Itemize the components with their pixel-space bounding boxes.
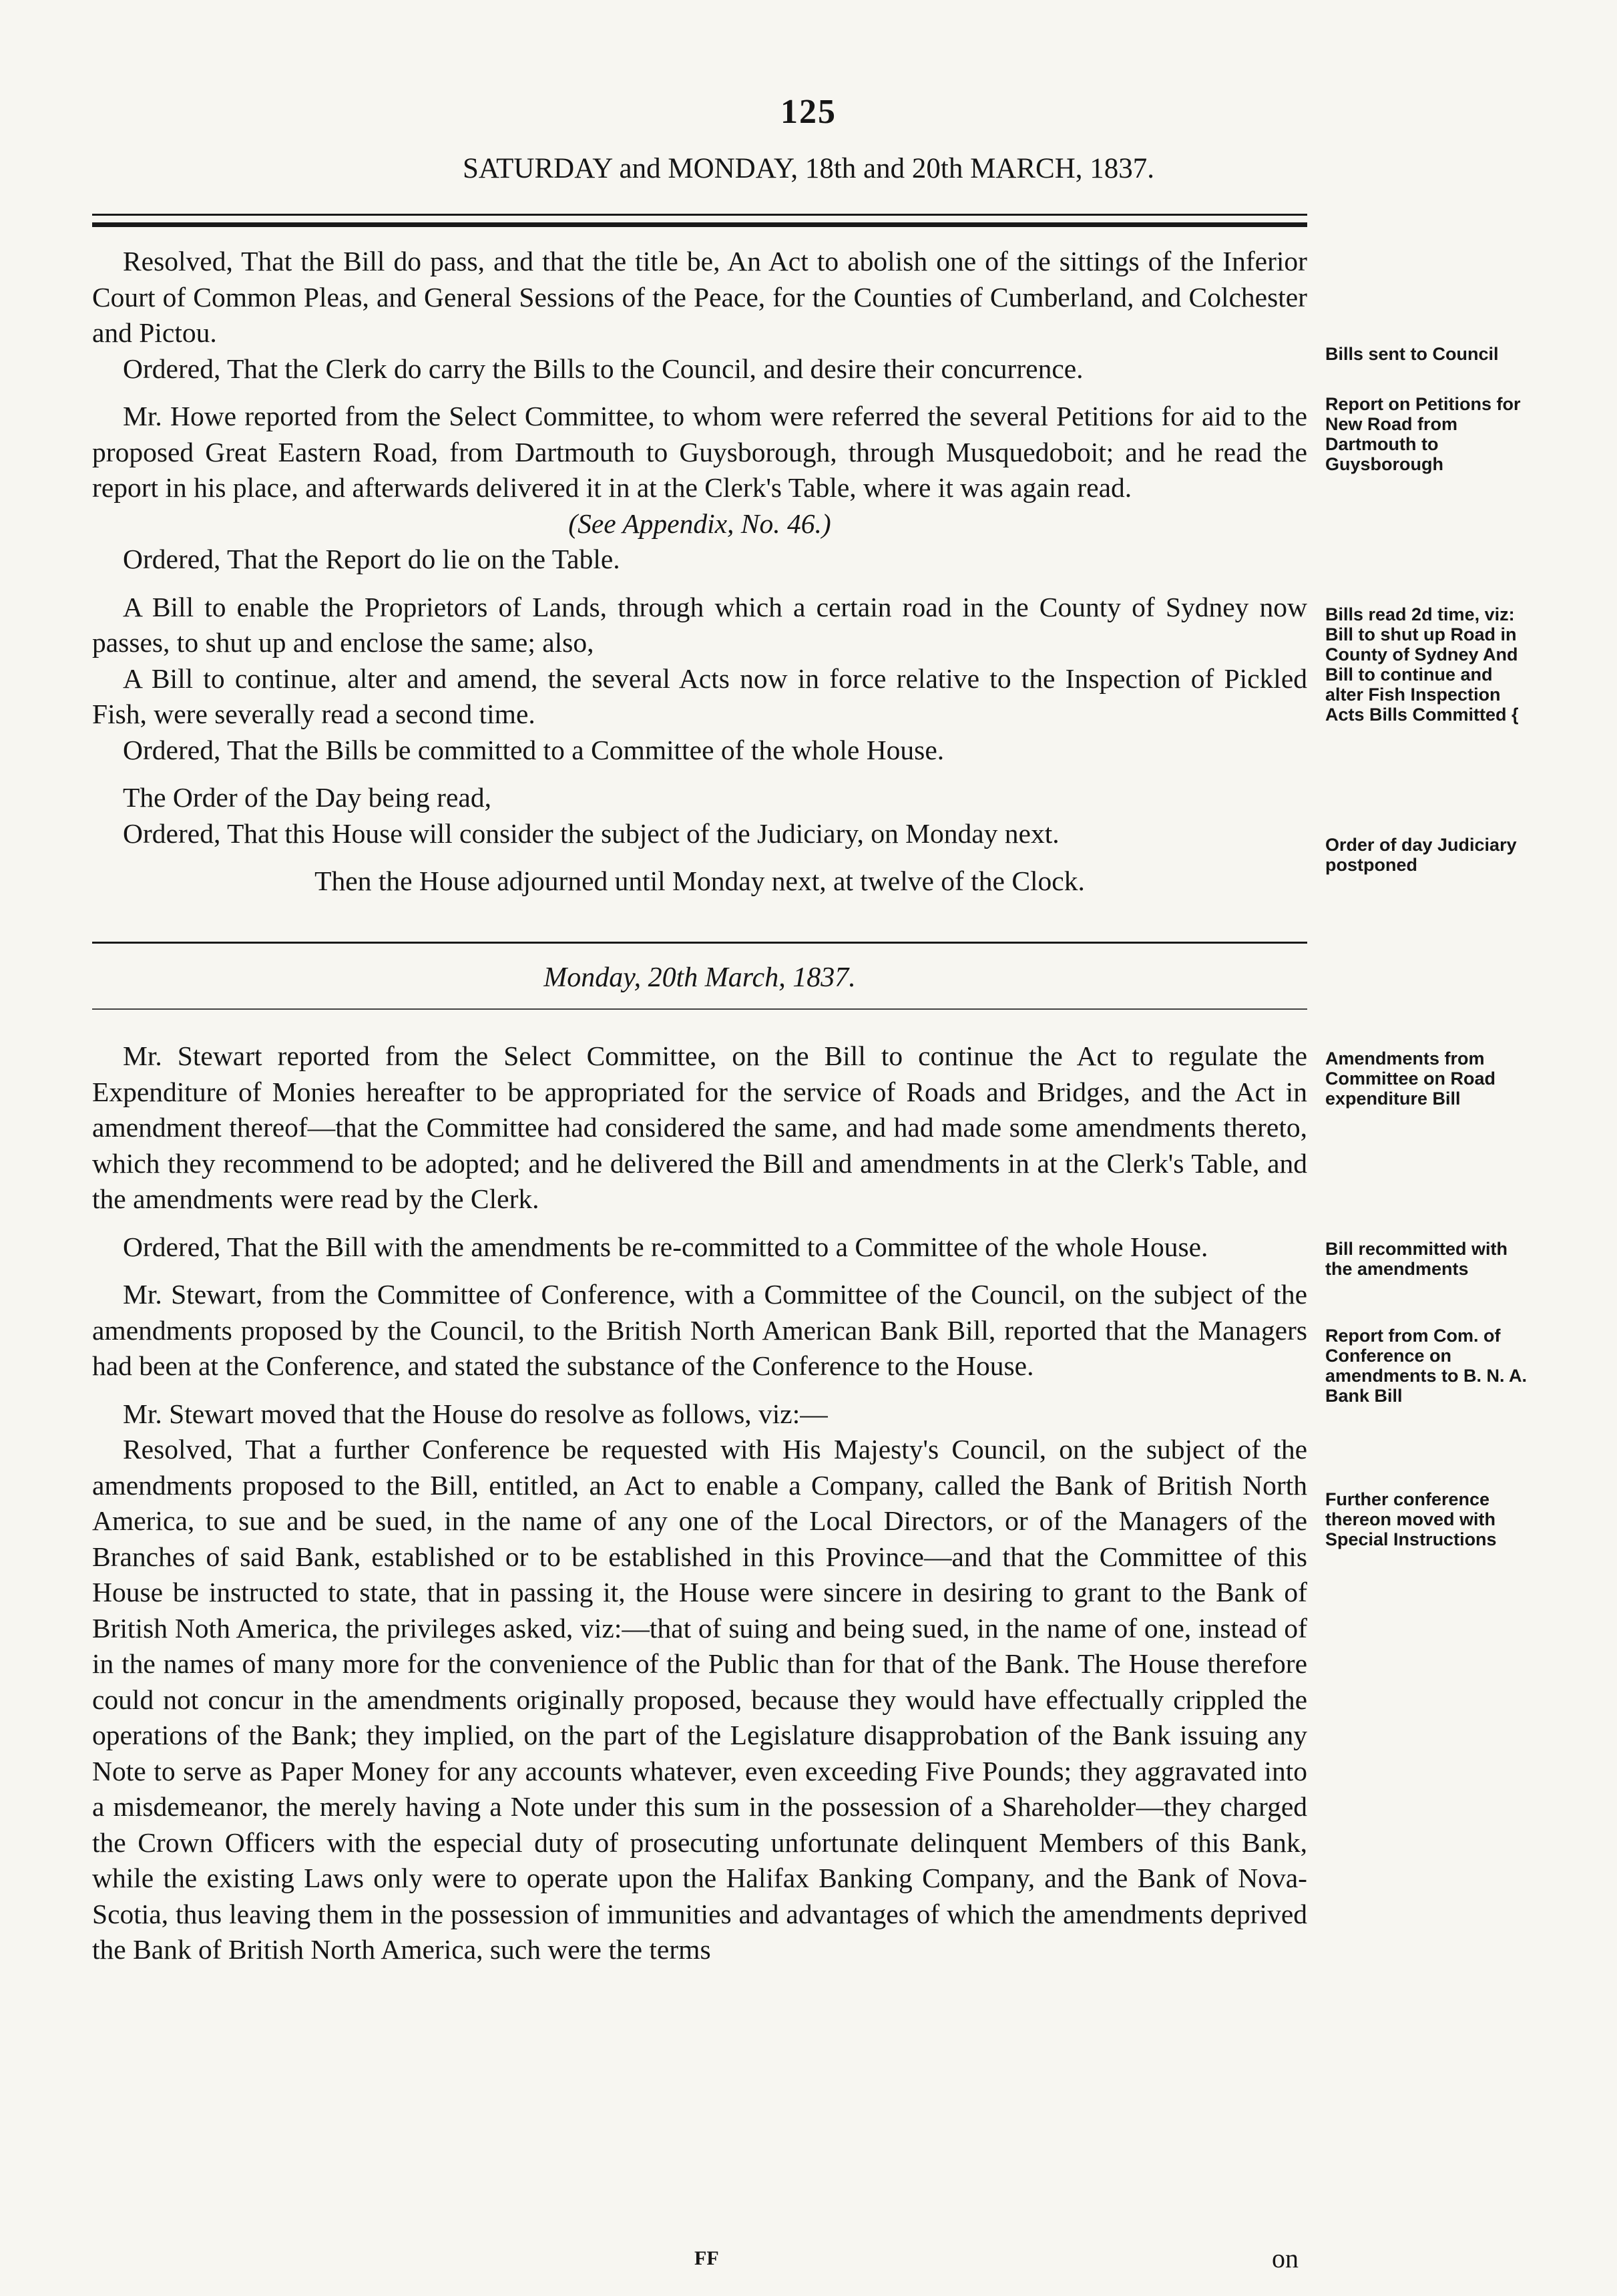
margin-note: Order of day Judiciary postponed — [1325, 835, 1517, 875]
paragraph: Ordered, That the Bills be committed to a Committee of the whole House. — [123, 734, 945, 765]
header-rule — [92, 214, 1307, 227]
paragraph: A Bill to continue, alter and amend, the several Acts now in force relative to the Inspection of Pickled Fish, were severally read a second time. — [92, 662, 1307, 729]
catchword: on — [1272, 2243, 1299, 2273]
margin-note: Bills read 2d time, viz: Bill to shut up Road in County of Sydney And Bill to continue and alter Fish Inspection Acts Bills Committed { — [1325, 604, 1519, 725]
margin-note: Bills sent to Council — [1325, 344, 1499, 364]
paragraph: A Bill to enable the Proprietors of Lands, through which a certain road in the County of Sydney now passes, to shut up and enclose the same; also, — [92, 591, 1307, 658]
paragraph: Mr. Howe reported from the Select Committee, to whom were referred the several Petitions for aid to the proposed Great Eastern Road, from Dartmouth to Guysborough, through Musquedoboit; and he read the report in his place, and afterwards delivered it in at the Clerk's Table, where it was again read. — [92, 401, 1307, 503]
adjournment-line: Then the House adjourned until Monday next, at twelve of the Clock. — [314, 866, 1085, 896]
margin-note: Report on Petitions for New Road from Dartmouth to Guysborough — [1325, 394, 1521, 474]
paragraph: Ordered, That this House will consider the subject of the Judiciary, on Monday next. — [123, 817, 1060, 849]
margin-note: Bill recommitted with the amendments — [1325, 1239, 1508, 1279]
page-header: SATURDAY and MONDAY, 18th and 20th MARCH, 1837. — [462, 153, 1155, 184]
date-subheading: Monday, 20th March, 1837. — [543, 962, 856, 993]
paragraph: Mr. Stewart, from the Committee of Conference, with a Committee of the Council, on the subject of the amendments proposed by the Council, to the British North American Bank Bill, reported that the Managers had been at the Conference, and stated the substance of the Conference to the House. — [92, 1279, 1307, 1381]
appendix-reference: (See Appendix, No. 46.) — [568, 508, 831, 539]
paragraph: Ordered, That the Report do lie on the Table. — [123, 544, 620, 574]
section-rule — [92, 942, 1307, 944]
margin-note: Report from Com. of Conference on amendments to B. N. A. Bank Bill — [1325, 1326, 1528, 1406]
page-number: 125 — [780, 93, 837, 131]
paragraph: Resolved, That the Bill do pass, and that the title be, An Act to abolish one of the sittings of the Inferior Court of Common Pleas, and General Sessions of the Peace, for the Counties of Cumberland, and Colchester and Pictou. — [92, 246, 1307, 348]
paragraph: Mr. Stewart reported from the Select Committee, on the Bill to continue the Act to regulate the Expenditure of Monies hereafter to be appropriated for the service of Roads and Bridges, and the Act in amendment thereof—that the Committee had considered the same, and had made some amendments thereto, which they recommend to be adopted; and he delivered the Bill and amendments in at the Clerk's Table, and the amendments were read by the Clerk. — [92, 1040, 1307, 1214]
body-section-saturday — [92, 244, 1307, 900]
paragraph: Mr. Stewart moved that the House do resolve as follows, viz:— — [123, 1398, 828, 1429]
paragraph: Resolved, That a further Conference be requested with His Majesty's Council, on the subject of the amendments proposed to the Bill, entitled, an Act to enable a Company, called the Bank of British North America, to sue and be sued, in the name of any one of the Local Directors, or of the Managers of the Branches of said Bank, established or to be established in this Province—and that the Committee of this House be instructed to state, that in passing it, the House were sincere in desiring to grant to the Bank of British Noth America, the privileges asked, viz:—that of suing and being sued, in the name of one, instead of in the names of many more for the convenience of the Public than for that of the Bank. The House therefore could not concur in the amendments originally proposed, because they would have effectually crippled the operations of the Bank; they implied, on the part of the Legislature disapprobation of the Bank issuing any Note to serve as Paper Money for any accounts whatever, even exceeding Five Pounds; they aggravated into a misdemeanor, the merely having a Note under this sum in the possession of a Shareholder—they charged the Crown Officers with the especial duty of prosecuting unfortunate delinquent Members of this Bank, while the existing Laws only were to operate upon the Halifax Banking Company, and the Bank of Nova-Scotia, thus leaving them in the possession of immunities and advantages of which the amendments deprived the Bank of British North America, such were the terms — [92, 1434, 1307, 1965]
body-section-monday — [92, 1038, 1307, 1968]
signature-mark: FF — [694, 2247, 719, 2269]
paragraph: The Order of the Day being read, — [123, 782, 491, 813]
paragraph: Ordered, That the Clerk do carry the Bills to the Council, and desire their concurrence. — [123, 353, 1084, 384]
margin-note: Amendments from Committee on Road expenditure Bill — [1325, 1048, 1496, 1109]
margin-note: Further conference thereon moved with Special Instructions — [1325, 1489, 1497, 1549]
paragraph: Ordered, That the Bill with the amendments be re-committed to a Committee of the whole House. — [123, 1231, 1208, 1262]
subheading-rule — [92, 1008, 1307, 1010]
